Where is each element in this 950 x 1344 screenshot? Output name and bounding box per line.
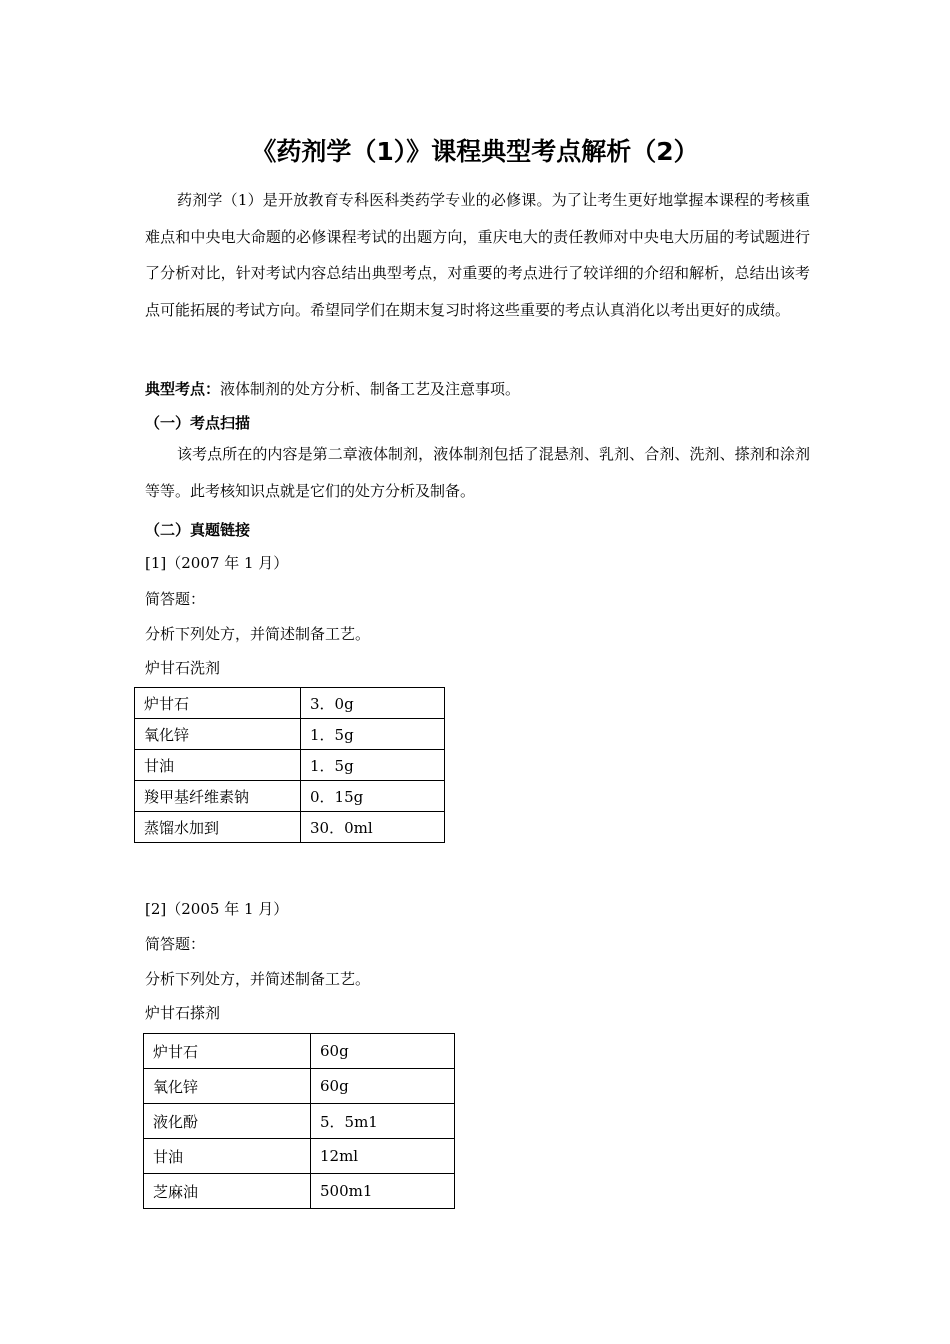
q2-reference: [2]（2005 年 1 月） [145, 900, 289, 918]
amount-cell: 0．15g [301, 781, 445, 812]
table-row [144, 1069, 455, 1104]
ingredient-cell: 氧化锌 [144, 1069, 311, 1104]
q2-prompt: 分析下列处方，并简述制备工艺。 [145, 970, 371, 988]
key-point-label: 典型考点： [145, 380, 221, 398]
ingredient-cell: 蒸馏水加到 [135, 812, 301, 843]
key-point-line [145, 378, 520, 399]
ingredient-cell: 芝麻油 [144, 1174, 311, 1209]
document-title: 《药剂学（1）》课程典型考点解析（2） [251, 137, 699, 166]
section2-heading: （二）真题链接 [145, 521, 251, 539]
amount-cell: 60g [311, 1069, 455, 1104]
ingredient-cell: 羧甲基纤维素钠 [135, 781, 301, 812]
table-row [135, 781, 445, 812]
q2-prescription-table [143, 1033, 455, 1209]
table-row [135, 812, 445, 843]
table-row [144, 1174, 455, 1209]
q1-prompt: 分析下列处方，并简述制备工艺。 [145, 625, 371, 643]
ingredient-cell: 液化酚 [144, 1104, 311, 1139]
intro-paragraph: 药剂学（1）是开放教育专科医科类药学专业的必修课。为了让考生更好地掌握本课程的考核重难点和中央电大命题的必修课程考试的出题方向，重庆电大的责任教师对中央电大历届的考试题进行了分析对比，针对考试内容总结出典型考点，对重要的考点进行了较详细的介绍和解析，总结出该考点可能拓展的考试方向。希望同学们在期末复习时将这些重要的考点认真消化以考出更好的成绩。 [145, 191, 810, 319]
ingredient-cell: 炉甘石 [144, 1034, 311, 1069]
ingredient-cell: 炉甘石 [135, 688, 301, 719]
q1-reference: [1]（2007 年 1 月） [145, 554, 289, 572]
section1-heading: （一）考点扫描 [145, 414, 251, 432]
amount-cell: 1．5g [301, 719, 445, 750]
amount-cell: 12ml [311, 1139, 455, 1174]
table-row [135, 688, 445, 719]
table-row [144, 1104, 455, 1139]
ingredient-cell: 甘油 [135, 750, 301, 781]
amount-cell: 3．0g [301, 688, 445, 719]
table-row [135, 750, 445, 781]
amount-cell: 60g [311, 1034, 455, 1069]
ingredient-cell: 甘油 [144, 1139, 311, 1174]
amount-cell: 30．0ml [301, 812, 445, 843]
key-point-text: 液体制剂的处方分析、制备工艺及注意事项。 [220, 380, 521, 398]
amount-cell: 1．5g [301, 750, 445, 781]
q1-prescription-name: 炉甘石洗剂 [145, 659, 221, 677]
q1-question-type: 简答题： [145, 590, 206, 608]
amount-cell: 500m1 [311, 1174, 455, 1209]
amount-cell: 5．5m1 [311, 1104, 455, 1139]
q2-question-type: 简答题： [145, 935, 206, 953]
table-row [135, 719, 445, 750]
table-row [144, 1139, 455, 1174]
section1-paragraph: 该考点所在的内容是第二章液体制剂，液体制剂包括了混悬剂、乳剂、合剂、洗剂、搽剂和涂剂等等。此考核知识点就是它们的处方分析及制备。 [145, 445, 810, 500]
table-row [144, 1034, 455, 1069]
q1-prescription-table [134, 687, 445, 843]
ingredient-cell: 氧化锌 [135, 719, 301, 750]
q2-prescription-name: 炉甘石搽剂 [145, 1004, 221, 1022]
